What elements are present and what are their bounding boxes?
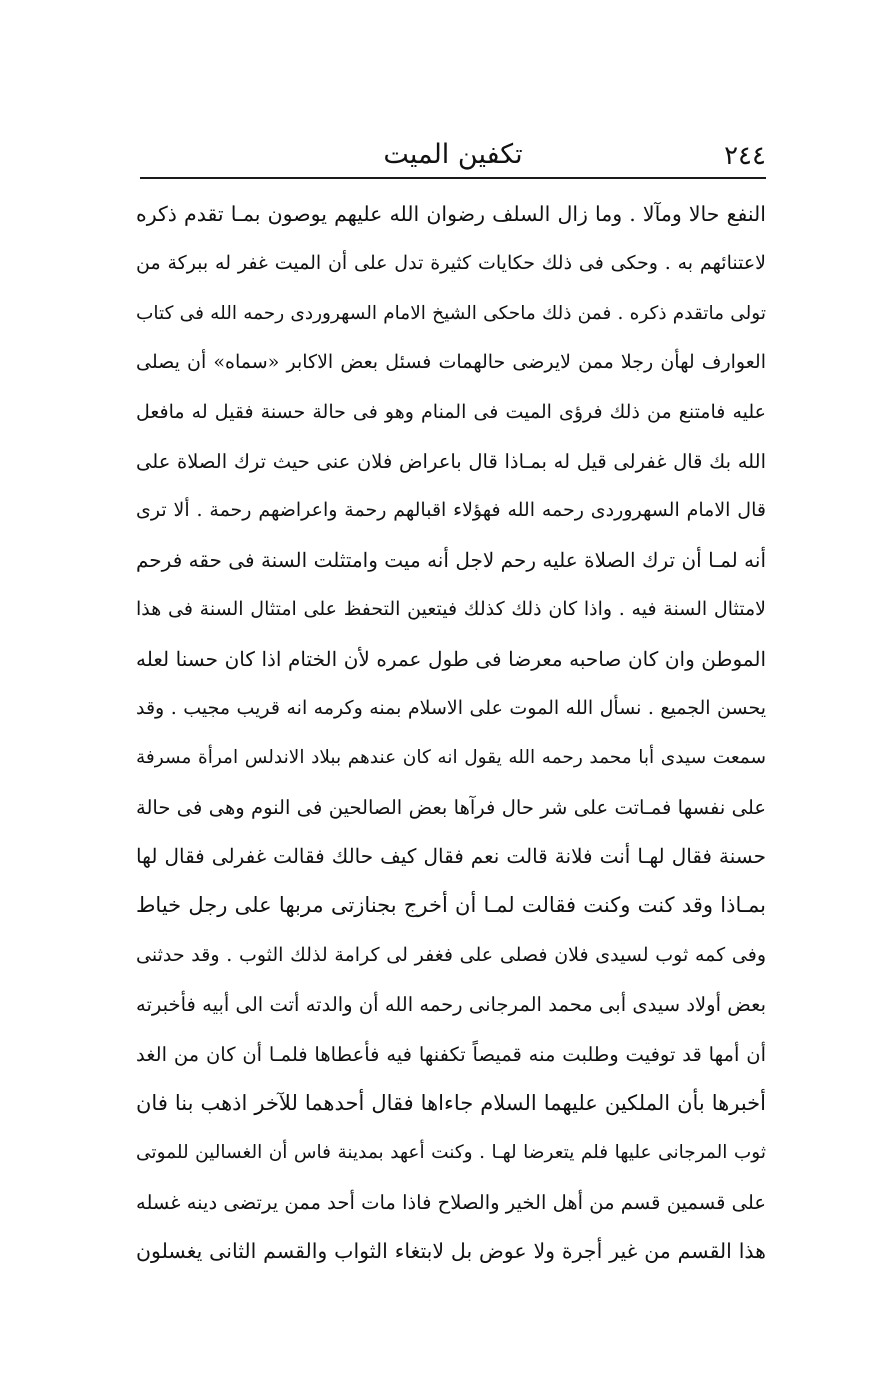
body-text <box>136 190 766 1277</box>
text-line: أن أمها قد توفيت وطلبت منه قميصاً تكفنها فيه فأعطاها فلمـا أن كان من الغد <box>136 1042 766 1066</box>
text-line: على قسمين قسم من أهل الخير والصلاح فاذا مات أحد ممن يرتضى دينه غسله <box>136 1190 766 1214</box>
text-line: ثوب المرجانى عليها فلم يتعرضا لهـا . وكنت أعهد بمدينة فاس أن الغسالين للموتى <box>136 1142 766 1164</box>
text-line: سمعت سيدى أبا محمد رحمه الله يقول انه كان عندهم ببلاد الاندلس امرأة مسرفة <box>136 747 766 769</box>
text-line: وفى كمه ثوب لسيدى فلان فصلى على فغفر لى كرامة لذلك الثوب . وقد حدثنى <box>136 943 766 966</box>
text-line: أنه لمـا أن ترك الصلاة عليه رحم لاجل أنه ميت وامتثلت السنة فى حقه فرحم <box>136 547 766 572</box>
text-line: هذا القسم من غير أجرة ولا عوض بل لابتغاء الثواب والقسم الثانى يغسلون <box>136 1239 766 1264</box>
text-line: لامتثال السنة فيه . واذا كان ذلك كذلك فيتعين التحفظ على امتثال السنة فى هذا <box>136 598 766 621</box>
page-title: تكفين الميت <box>383 139 523 170</box>
text-line: على نفسها فمـاتت على شر حال فرآها بعض الصالحين فى النوم وهى فى حالة <box>136 795 766 819</box>
text-line: حسنة فقال لهـا أنت فلانة قالت نعم فقال كيف حالك فقالت غفرلى فقال لها <box>136 844 766 869</box>
text-line: لاعتنائهم به . وحكى فى ذلك حكايات كثيرة تدل على أن الميت غفر له ببركة من <box>136 252 766 275</box>
text-line: بعض أولاد سيدى أبى محمد المرجانى رحمه الله أن والدته أتت الى أبيه فأخبرته <box>136 993 766 1017</box>
text-line: تولى ماتقدم ذكره . فمن ذلك ماحكى الشيخ الامام السهروردى رحمه الله فى كتاب <box>136 302 766 324</box>
text-line: أخبرها بأن الملكين عليهما السلام جاءاها فقال أحدهما للآخر اذهب بنا فان <box>136 1091 766 1116</box>
text-line: عليه فامتنع من ذلك فرؤى الميت فى المنام وهو فى حالة حسنة فقيل له مافعل <box>136 400 766 423</box>
page-number: ٢٤٤ <box>724 141 766 171</box>
text-line: قال الامام السهروردى رحمه الله فهؤلاء اقبالهم رحمة واعراضهم رحمة . ألا ترى <box>136 499 766 522</box>
running-head <box>140 134 766 178</box>
text-line: الله بك قال غفرلى قيل له بمـاذا قال باعراض فلان عنى حيث ترك الصلاة على <box>136 449 766 473</box>
text-line: بمـاذا وقد كنت وكنت فقالت لمـا أن أخرج بجنازتى مربها على رجل خياط <box>136 893 766 918</box>
text-line: الموطن وان كان صاحبه معرضا فى طول عمره لأن الختام اذا كان حسنا لعله <box>136 646 766 671</box>
header-rule <box>140 177 766 179</box>
text-line: يحسن الجميع . نسأل الله الموت على الاسلام بمنه وكرمه انه قريب مجيب . وقد <box>136 696 766 719</box>
text-line: العوارف لهأن رجلا ممن لايرضى حالهمات فسئل بعض الاكابر «سماه» أن يصلى <box>136 351 766 374</box>
text-line: النفع حالا ومآلا . وما زال السلف رضوان الله عليهم يوصون بمـا تقدم ذكره <box>136 202 766 226</box>
